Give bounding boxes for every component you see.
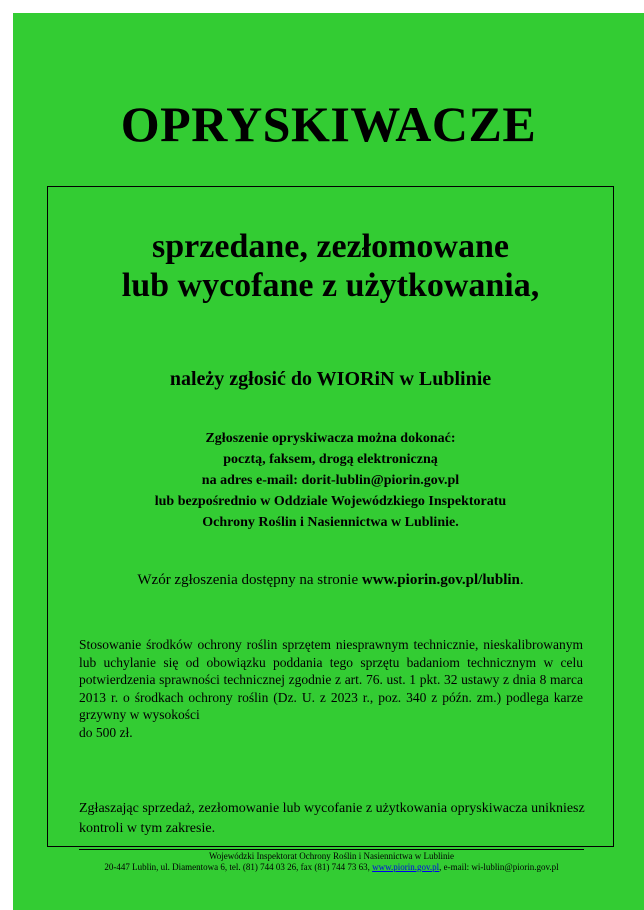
how-to-line-4: lub bezpośrednio w Oddziale Wojewódzkiego Inspektoratu bbox=[154, 494, 507, 509]
template-info bbox=[48, 572, 613, 589]
footer-contact bbox=[79, 862, 584, 873]
subtitle-line-1: sprzedane, zezłomowane bbox=[152, 228, 509, 265]
poster bbox=[13, 13, 644, 910]
how-to-report bbox=[48, 428, 613, 533]
how-to-line-5: Ochrony Roślin i Nasiennictwa w Lublinie. bbox=[202, 515, 459, 530]
template-suffix: . bbox=[519, 572, 524, 588]
penalty-amount: do 500 zł. bbox=[79, 724, 133, 740]
footer-email: , e-mail: wi-lublin@piorin.gov.pl bbox=[439, 862, 559, 872]
footer-address: 20-447 Lublin, ul. Diamentowa 6, tel. (81) 744 03 26, fax (81) 744 73 63, bbox=[104, 862, 373, 872]
footer-institution: Wojewódzki Inspektorat Ochrony Roślin i Nasiennictwa w Lublinie bbox=[209, 851, 454, 861]
penalty-text: Stosowanie środków ochrony roślin sprzętem niesprawnym technicznie, nieskalibrowanym lub uchylanie się od obowiązku poddania tego sprzętu badaniom technicznym w celu potwierdzenia sprawności technicznej zgodnie z art. 76. ust. 1 pkt. 32 ustawy z dnia 8 marca 2013 r. o środkach ochrony roślin (Dz. U. z 2023 r., poz. 340 z późn. zm.) podlega karze grzywny w wysokości bbox=[79, 637, 583, 722]
subtitle bbox=[48, 227, 613, 305]
subtitle-line-2: lub wycofane z użytkowania, bbox=[121, 267, 540, 304]
how-to-email: na adres e-mail: dorit-lublin@piorin.gov.pl bbox=[201, 473, 460, 488]
template-prefix: Wzór zgłoszenia dostępny na stronie bbox=[137, 572, 362, 588]
page-title: OPRYSKIWACZE bbox=[120, 96, 537, 152]
how-to-line-2: pocztą, faksem, drogą elektroniczną bbox=[223, 452, 438, 467]
inspection-note: Zgłaszając sprzedaż, zezłomowanie lub wycofanie z użytkowania opryskiwacza unikniesz kontroli w tym zakresie. bbox=[79, 801, 585, 836]
info-box bbox=[47, 186, 614, 847]
report-instruction: należy zgłosić do WIORiN w Lublinie bbox=[169, 368, 492, 390]
template-url: www.piorin.gov.pl/lublin bbox=[361, 572, 520, 588]
penalty-notice bbox=[79, 636, 583, 741]
footer-website-link[interactable]: www.piorin.gov.pl bbox=[372, 862, 440, 872]
page-footer bbox=[79, 849, 584, 873]
how-to-line-1: Zgłoszenie opryskiwacza można dokonać: bbox=[205, 431, 456, 446]
